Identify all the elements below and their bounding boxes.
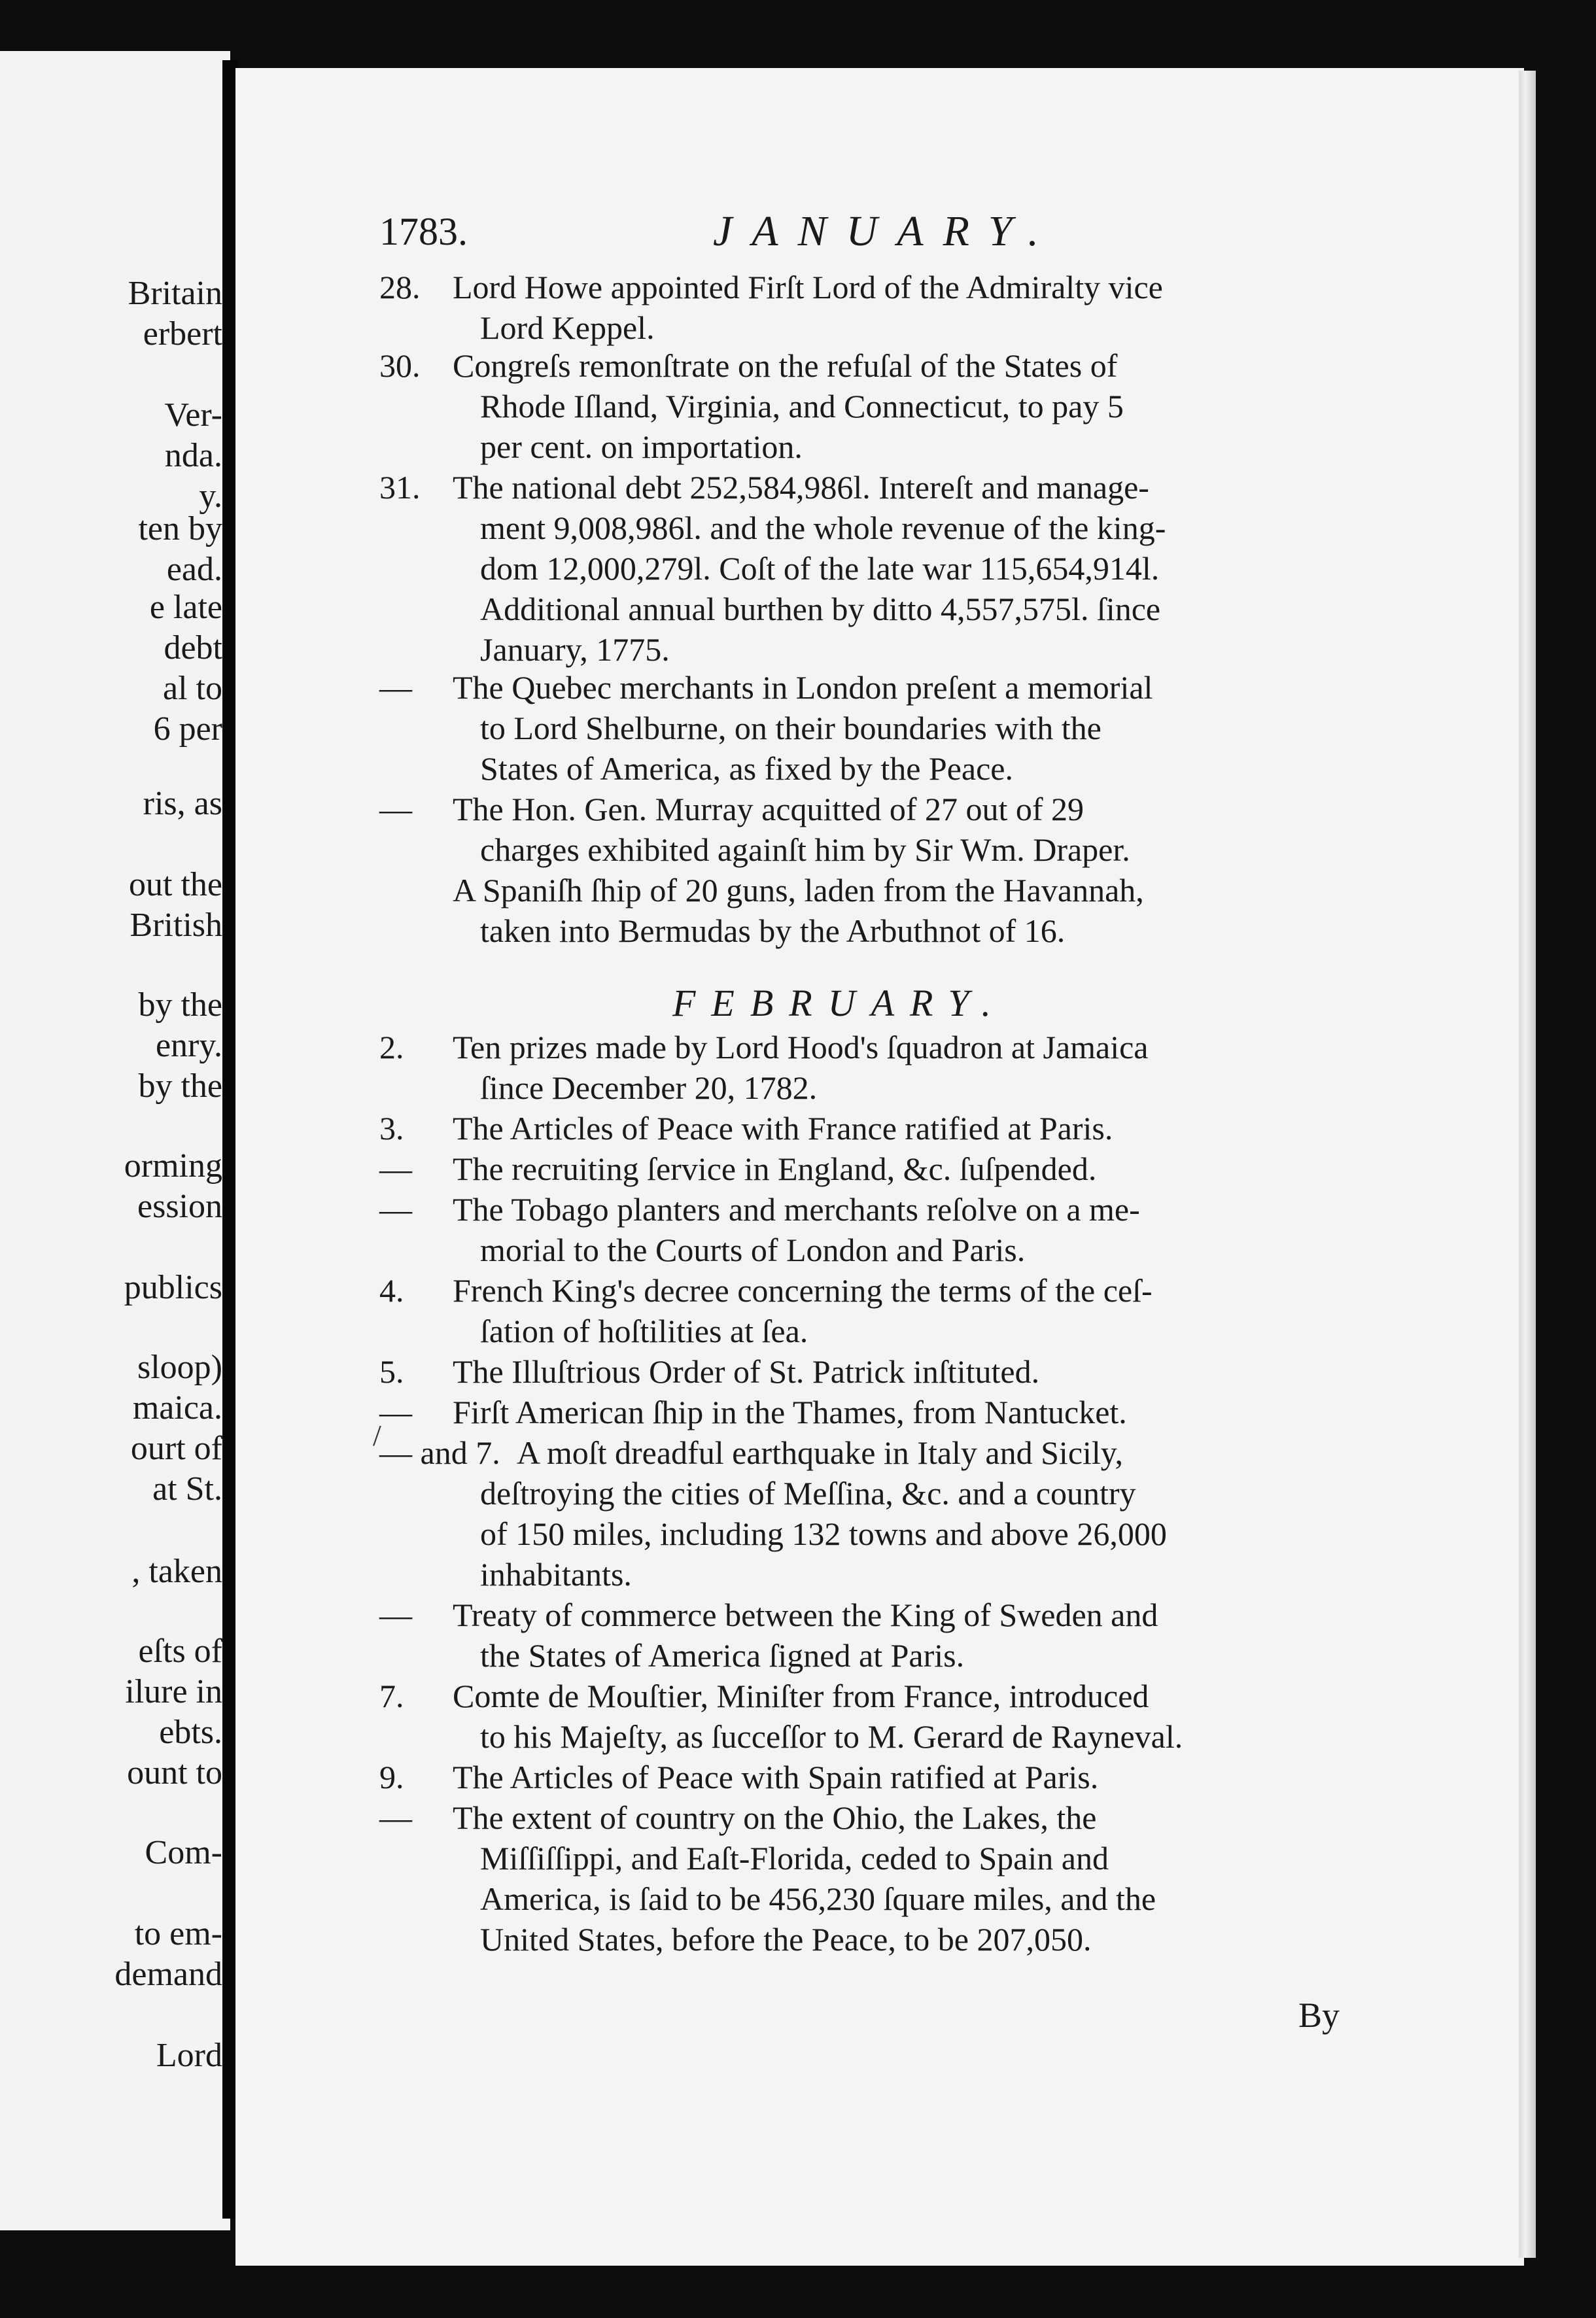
entry-line: inhabitants. <box>480 1556 632 1593</box>
chronology-entry <box>379 1108 1341 1149</box>
entry-line: deſtroying the cities of Meſſina, &c. and a country <box>480 1475 1136 1512</box>
entry-line: The Articles of Peace with Spain ratified at Paris. <box>453 1759 1099 1795</box>
left-page-text-fragment: sloop) <box>137 1349 222 1386</box>
chronology-entry <box>379 1027 1341 1108</box>
chronology-entry <box>379 1270 1341 1351</box>
entry-line: French King's decree concerning the terms of the ceſ- <box>453 1272 1153 1309</box>
entry-line: States of America, as fixed by the Peace. <box>480 750 1013 787</box>
entry-date: 31. <box>379 469 421 506</box>
left-page-text-fragment: erbert <box>143 315 222 353</box>
entry-line: The Tobago planters and merchants reſolve on a me- <box>453 1191 1140 1228</box>
entry-line: The extent of country on the Ohio, the Lakes, the <box>453 1799 1097 1836</box>
left-page-text-fragment: debt <box>164 629 222 666</box>
left-page-text-fragment: Lord <box>156 2037 222 2074</box>
left-page-text-fragment: maica. <box>132 1389 222 1427</box>
entry-line: United States, before the Peace, to be 207,050. <box>480 1921 1092 1958</box>
chronology-entry <box>379 1676 1341 1757</box>
left-page-text-fragment: demand <box>114 1956 222 1993</box>
chronology-entry <box>379 1797 1341 1960</box>
chronology-entry <box>379 1595 1341 1676</box>
left-page-text-fragment: e late <box>149 589 222 626</box>
left-page-text-fragment: ebts. <box>159 1714 222 1751</box>
entry-line: The national debt 252,584,986l. Intereſt and manage- <box>453 469 1149 506</box>
entry-line: ſation of hoſtilities at ſea. <box>480 1313 808 1349</box>
left-page-text-fragment: Britain <box>128 275 222 312</box>
left-page-text-fragment: , taken <box>131 1553 222 1590</box>
chronology-entry <box>379 1149 1341 1189</box>
left-page-text-fragment: orming <box>124 1147 222 1185</box>
left-page-text-fragment: by the <box>138 986 222 1024</box>
left-page-text-fragment: nda. <box>164 437 222 474</box>
entry-date: — <box>379 1191 412 1228</box>
entry-line: The Quebec merchants in London preſent a memorial <box>453 669 1153 706</box>
entry-line: Miſſiſſippi, and Eaſt-Florida, ceded to Spain and <box>480 1840 1109 1877</box>
chronology-entry <box>379 1757 1341 1797</box>
chronology-entry <box>379 467 1341 670</box>
entry-line: Rhode Iſland, Virginia, and Connecticut, to pay 5 <box>480 388 1124 424</box>
left-page-text-fragment: Ver- <box>164 396 222 434</box>
entry-date: 5. <box>379 1353 404 1390</box>
entry-line: Additional annual burthen by ditto 4,557,575l. ſince <box>480 591 1161 627</box>
chronology-entry <box>379 667 1341 789</box>
entry-line: to Lord Shelburne, on their boundaries with the <box>480 710 1102 746</box>
entry-date: 3. <box>379 1110 404 1147</box>
left-page-text-fragment: ession <box>137 1188 222 1225</box>
left-page-fragment <box>0 51 230 2230</box>
left-page-text-fragment: British <box>130 907 222 944</box>
entry-line: charges exhibited againſt him by Sir Wm. Draper. <box>480 831 1130 868</box>
entry-line: Lord Keppel. <box>480 309 655 346</box>
left-page-text-fragment: y. <box>199 477 222 515</box>
entry-line: per cent. on importation. <box>480 428 803 465</box>
entry-date: — <box>379 1150 412 1187</box>
left-page-text-fragment: enry. <box>155 1027 222 1064</box>
left-page-text-fragment: eſts of <box>138 1633 222 1670</box>
entry-line: Ten prizes made by Lord Hood's ſquadron at Jamaica <box>453 1029 1149 1065</box>
entry-date: 2. <box>379 1029 404 1065</box>
entry-line: The Illuſtrious Order of St. Patrick inſtituted. <box>453 1353 1040 1390</box>
entry-line: The Articles of Peace with France ratified at Paris. <box>453 1110 1113 1147</box>
entry-date: — <box>379 1799 412 1836</box>
entry-line: A moſt dreadful earthquake in Italy and Sicily, <box>517 1434 1124 1471</box>
left-page-text-fragment: by the <box>138 1067 222 1105</box>
entry-date: 7. <box>379 1678 404 1714</box>
left-page-text-fragment: ourt of <box>130 1430 222 1467</box>
entry-date: — <box>379 669 412 706</box>
left-page-text-fragment: Com- <box>145 1834 222 1871</box>
entry-line: taken into Bermudas by the Arbuthnot of 16. <box>480 912 1066 949</box>
entry-line: Firſt American ſhip in the Thames, from Nantucket. <box>453 1394 1127 1430</box>
entry-line: A Spaniſh ſhip of 20 guns, laden from the Havannah, <box>453 872 1144 908</box>
entry-date: — <box>379 1394 412 1430</box>
left-page-text-fragment: al to <box>163 670 222 707</box>
left-page-text-fragment: ead. <box>166 551 222 588</box>
left-page-text-fragment: ten by <box>138 510 222 547</box>
entry-line: the States of America ſigned at Paris. <box>480 1637 965 1674</box>
entry-date: 28. <box>379 269 421 305</box>
left-page-text-fragment: out the <box>129 866 222 903</box>
entry-date: 4. <box>379 1272 404 1309</box>
entry-date: — and 7. <box>379 1434 500 1471</box>
february-heading: FEBRUARY. <box>672 982 1007 1024</box>
catchword: By <box>1298 1996 1340 2035</box>
entry-line: ſince December 20, 1782. <box>480 1069 818 1106</box>
running-head-year: 1783. <box>379 210 468 253</box>
entry-line: January, 1775. <box>480 631 670 668</box>
entry-line: dom 12,000,279l. Coſt of the late war 115,654,914l. <box>480 550 1160 587</box>
chronology-entry <box>379 1392 1341 1432</box>
entry-date: — <box>379 1597 412 1633</box>
chronology-entry <box>379 789 1341 870</box>
page-edge <box>1519 71 1536 2258</box>
entry-line: The recruiting ſervice in England, &c. ſuſpended. <box>453 1150 1097 1187</box>
entry-line: Treaty of commerce between the King of Sweden and <box>453 1597 1158 1633</box>
entry-line: to his Majeſty, as ſucceſſor to M. Gerard de Rayneval. <box>480 1718 1183 1755</box>
left-page-text-fragment: 6 per <box>153 710 222 748</box>
chronology-entry <box>379 870 1341 951</box>
chronology-entry <box>379 267 1341 348</box>
chronology-entry <box>379 345 1341 467</box>
left-page-text-fragment: ilure in <box>125 1673 222 1710</box>
entry-line: ment 9,008,986l. and the whole revenue of the king- <box>480 510 1166 546</box>
left-page-text-fragment: ris, as <box>143 785 222 822</box>
entry-line: Congreſs remonſtrate on the refuſal of the States of <box>453 347 1118 384</box>
running-head-month: JANUARY. <box>713 207 1058 255</box>
entry-line: America, is ſaid to be 456,230 ſquare miles, and the <box>480 1880 1156 1917</box>
left-page-text-fragment: at St. <box>152 1470 222 1508</box>
entry-line: The Hon. Gen. Murray acquitted of 27 out of 29 <box>453 791 1084 827</box>
entry-date: 30. <box>379 347 421 384</box>
entry-line: Comte de Mouſtier, Miniſter from France, introduced <box>453 1678 1149 1714</box>
entry-date: — <box>379 791 412 827</box>
margin-pen-mark: / <box>373 1419 381 1452</box>
entry-line: of 150 miles, including 132 towns and above 26,000 <box>480 1515 1167 1552</box>
chronology-entry <box>379 1432 1341 1595</box>
left-page-text-fragment: to em- <box>134 1915 222 1952</box>
chronology-entry <box>379 1189 1341 1270</box>
chronology-entry <box>379 1351 1341 1392</box>
left-page-text-fragment: publics <box>124 1269 222 1306</box>
entry-line: Lord Howe appointed Firſt Lord of the Admiralty vice <box>453 269 1163 305</box>
left-page-text-fragment: ount to <box>127 1754 222 1791</box>
entry-line: morial to the Courts of London and Paris. <box>480 1232 1026 1268</box>
entry-date: 9. <box>379 1759 404 1795</box>
